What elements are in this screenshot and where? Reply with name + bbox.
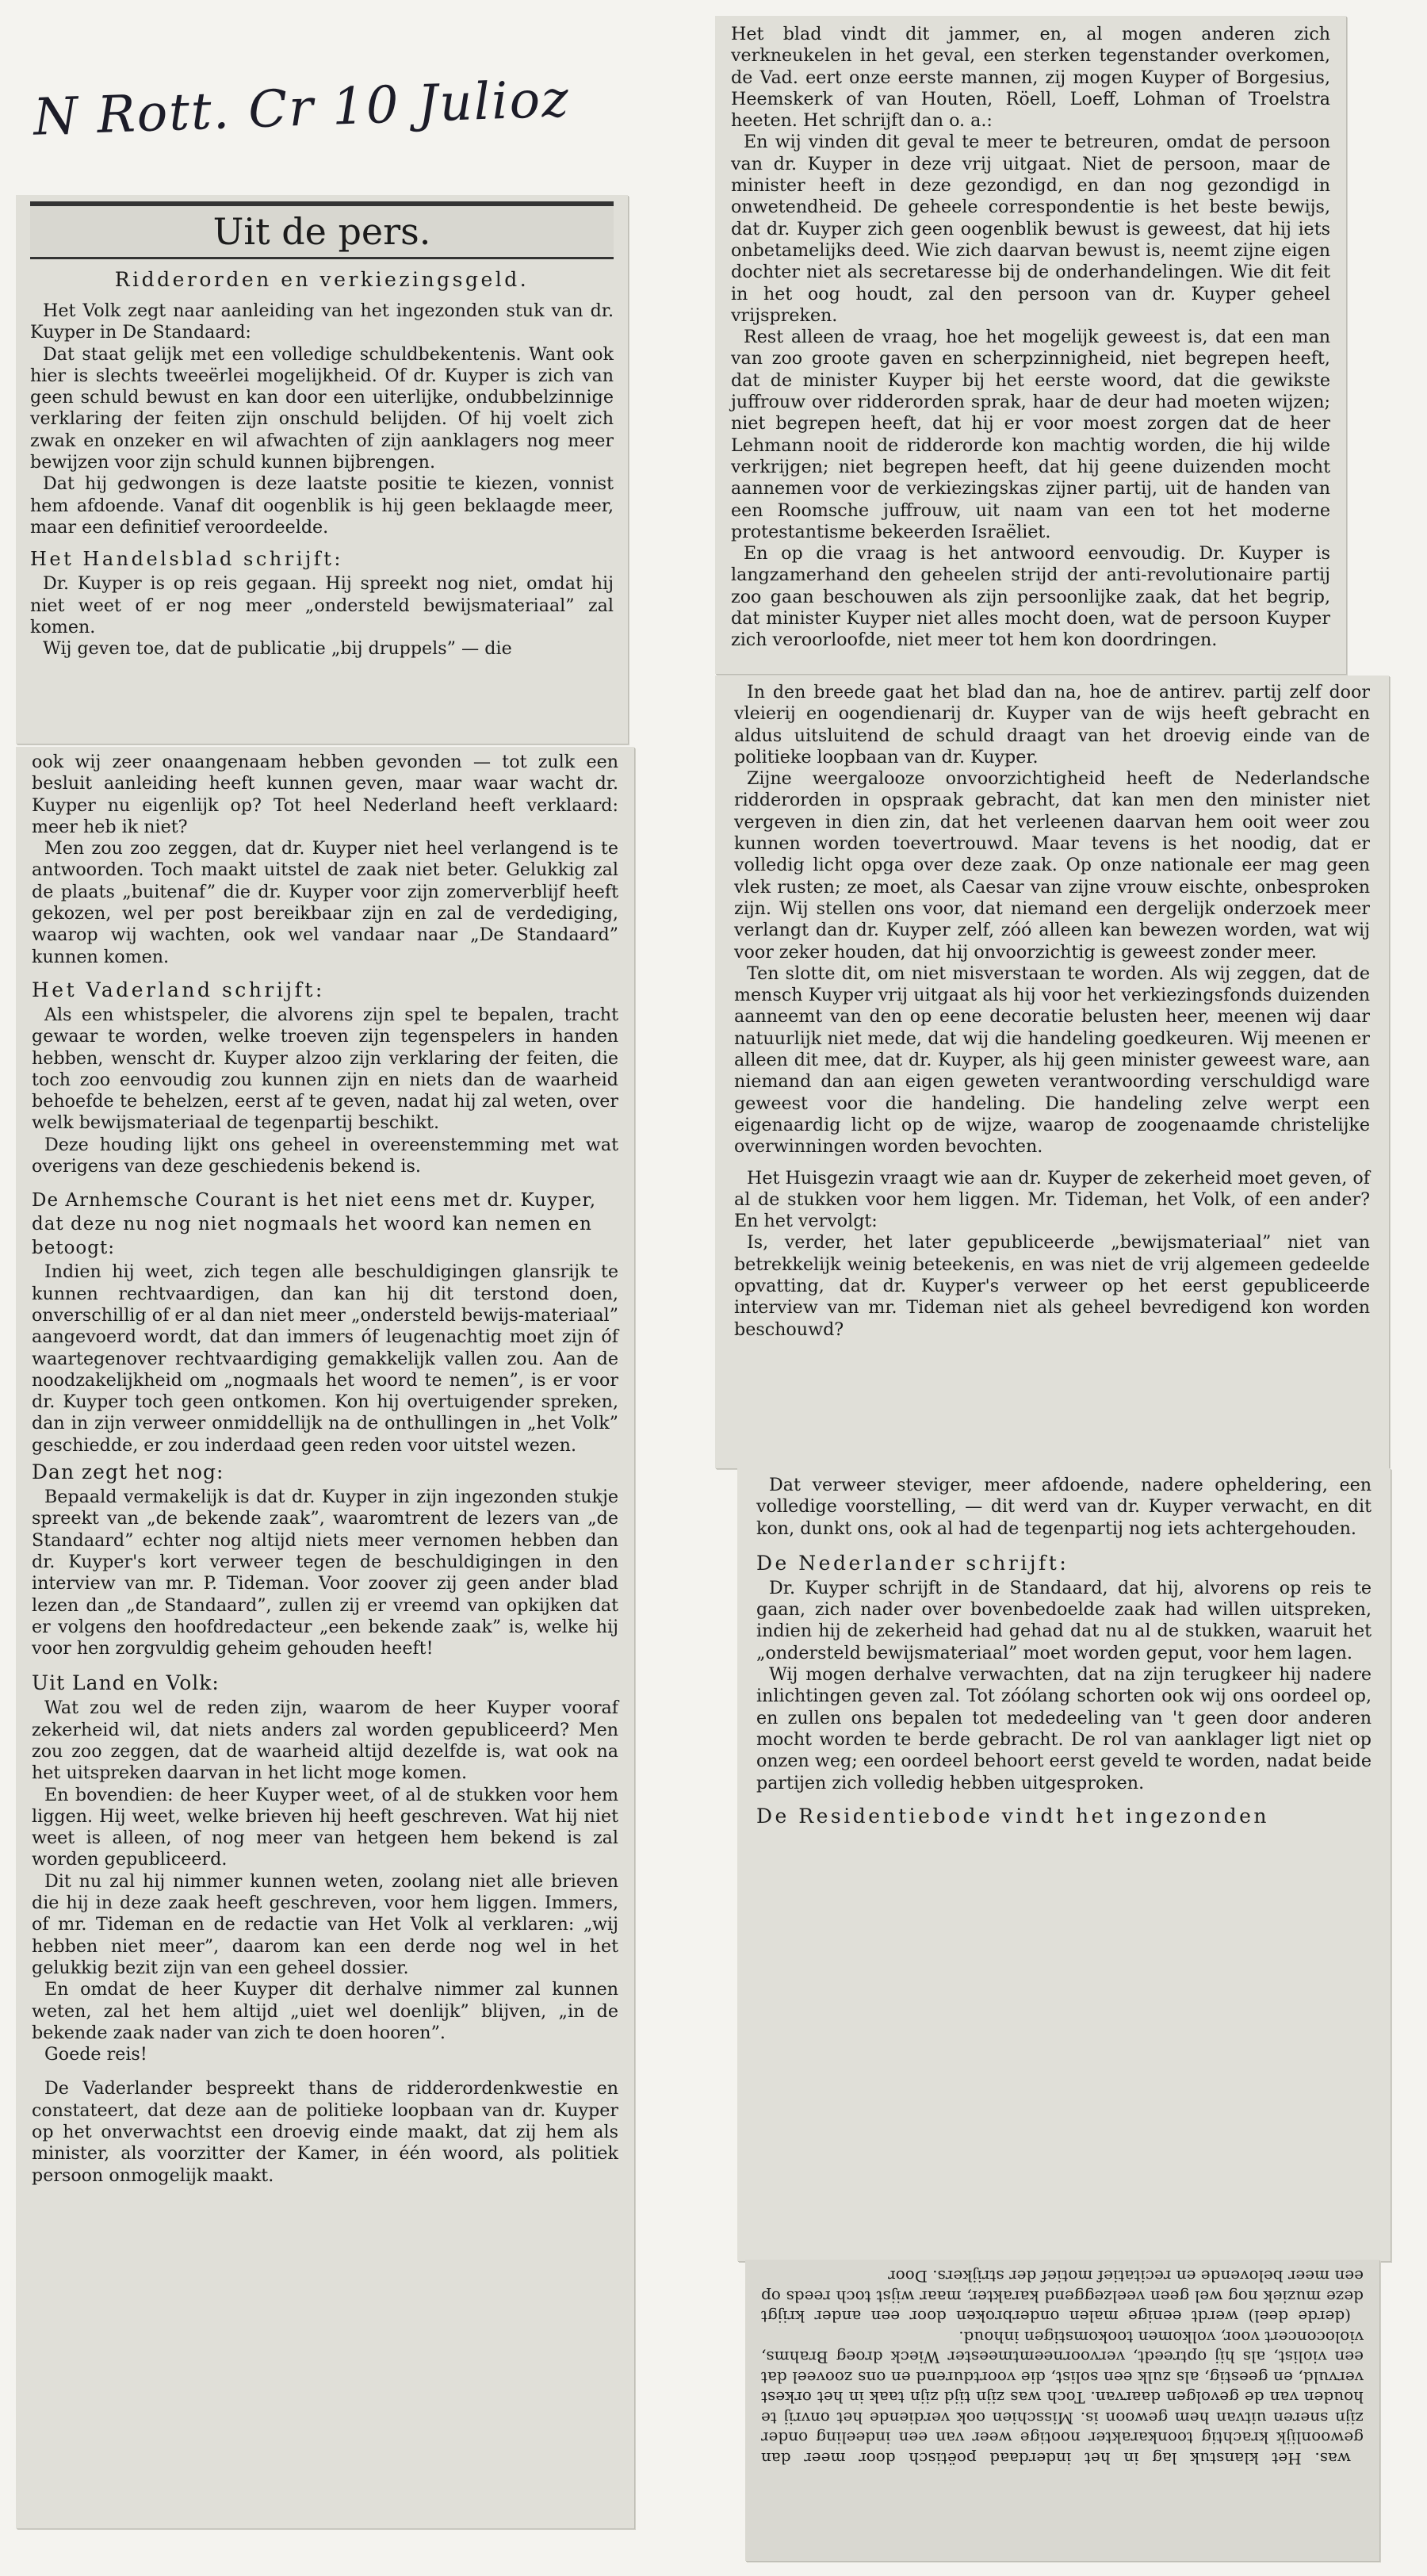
clipping-column-1 — [16, 195, 628, 744]
paragraph: Wij geven toe, dat de publicatie „bij druppels” — die — [43, 638, 512, 660]
paragraph: (derde deel) werdt eenige malen onderbroken door een ander krijgt deze muziek nog wel geen veelzeggend karakter, maar wijst toch reeds op een meer belovende en recitatief motief der strijkers. Door — [761, 2267, 1364, 2327]
clipping-column-3 — [715, 16, 1346, 674]
clipping-column-5 — [737, 1468, 1391, 2261]
paragraph: Ten slotte dit, om niet misverstaan te worden. Als wij zeggen, dat de mensch Kuyper vrij uitgaat als hij voor het verkiezingsfonds duizenden aanneemt van den op eene decoratie belusten heer, meenen wij daar natuurlijk niet mede, dat wij die handeling goedkeuren. Wij meenen er alleen dit mee, dat dr. Kuyper, als hij geen minister geweest ware, aan niemand dan aan eigen geweten verantwoording verschuldigd ware geweest voor die handeling. Die handeling zelve werpt een eigenaardig licht op de wijze, waarop de zoogenaamde christelijke overwinningen worden bevochten. — [734, 963, 1370, 1158]
paragraph: Wij mogen derhalve verwachten, dat na zijn terugkeer hij nadere inlichtingen geven zal. Tot zóólang schorten ook wij ons oordeel op, en zullen ons bepalen tot mededeeling van 't geen door anderen mocht worden te berde gebracht. De rol van aanklager ligt niet op onzen weg; een oordeel behoort eerst geveld te worden, nadat beide partijen zich volledig hebben uitgesproken. — [756, 1664, 1372, 1793]
paragraph: En bovendien: de heer Kuyper weet, of al de stukken voor hem liggen. Hij weet, welke brieven hij heeft geschreven. Wat hij niet weet is alleen, of nog meer van hetgeen hem bekend is zal worden gepubliceerd. — [32, 1784, 618, 1870]
paragraph: En omdat de heer Kuyper dit derhalve nimmer zal kunnen weten, zal het hem altijd „uiet wel doenlijk” blijven, „in de bekende zaak nader van zich te doen hooren”. — [32, 1979, 618, 2043]
source-heading: De Nederlander schrijft: — [756, 1551, 1069, 1575]
paragraph: Als een whistspeler, die alvorens zijn spel te bepalen, tracht gewaar te worden, welke troeven zijn tegenspelers in handen hebben, wenscht dr. Kuyper alzoo zijn verklaring der feiten, die toch zoo eenvoudig zou kunnen zijn en niets dan de waarheid behoefde te behelzen, eerst af te geven, nadat hij zal weten, over welk bewijsmateriaal de tegenpartij beschikt. — [32, 1004, 618, 1134]
paragraph: Dit nu zal hij nimmer kunnen weten, zoolang niet alle brieven die hij in deze zaak heeft geschreven, voor hem liggen. Immers, of mr. Tideman en de redactie van Het Volk al verklaren: „wij hebben niet meer”, daarom kan een derde nog wel in het gelukkig bezit zijn van een geheel dossier. — [32, 1870, 618, 1978]
clipping-column-2 — [16, 747, 634, 2528]
section-masthead: Uit de pers. — [30, 201, 614, 259]
paragraph: Dat hij gedwongen is deze laatste positie te kiezen, vonnist hem afdoende. Vanaf dit oogenblik is hij geen beklaagde meer, maar een definitief veroordeelde. — [30, 473, 614, 538]
source-heading: Het Vaderland schrijft: — [32, 978, 325, 1001]
paragraph: En wij vinden dit geval te meer te betreuren, omdat de persoon van dr. Kuyper in deze vrij uitgaat. Niet de persoon, maar de minister heeft in deze gezondigd, en dan nog gezondigd in onwetendheid. De geheele correspondentie is het beste bewijs, dat dr. Kuyper zich geen oogenblik bewust is geweest, dat hij iets onbetamelijks deed. Wie zich daarvan bewust is, neemt zijne eigen dochter niet als secretaresse bij de onderhandelingen. Wie dit feit in het oog houdt, zal den persoon van dr. Kuyper geheel vrijspreken. — [731, 132, 1330, 326]
paragraph: Is, verder, het later gepubliceerde „bewijsmateriaal” niet van betrekkelijk weinig beteekenis, en was niet de vrij algemeen gedeelde opvatting, dat dr. Kuyper's verweer op het eerst gepubliceerde interview van mr. Tideman niet als geheel bevredigend kon worden beschouwd? — [734, 1232, 1370, 1340]
paragraph: Dr. Kuyper is op reis gegaan. Hij spreekt nog niet, omdat hij niet weet of er nog meer „ondersteld bewijsmateriaal” zal komen. — [30, 573, 614, 637]
paragraph: Rest alleen de vraag, hoe het mogelijk geweest is, dat een man van zoo groote gaven en scherpzinnigheid, niet begrepen heeft, dat de minister Kuyper bij het eerste woord, dat die gewikste juffrouw over ridderorden sprak, haar de deur had moeten wijzen; niet begrepen heeft, dat hij er voor moest zorgen dat de heer Lehmann nooit de ridderorde kon machtig worden, die hij wilde verkrijgen; niet begrepen heeft, dat hij geene duizenden mocht aannemen voor de verkiezingskas zijner partij, uit de handen van een Roomsche juffrouw, uit naam van een tot het moderne protestantisme bekeerden Israëliet. — [731, 327, 1330, 542]
paragraph: De Vaderlander bespreekt thans de ridderordenkwestie en constateert, dat deze aan de politieke loopbaan van dr. Kuyper op het onverwachtst een droevig einde maakt, dat zij hem als minister, als voorzitter der Kamer, in één woord, als politiek persoon onmogelijk maakt. — [32, 2078, 618, 2186]
paragraph: In den breede gaat het blad dan na, hoe de antirev. partij zelf door vleierij en oogendienarij dr. Kuyper van de wijs heeft gebracht en aldus uitsluitend de schuld draagt van het droevig einde van de politieke loopbaan van dr. Kuyper. — [734, 682, 1370, 767]
source-heading: Dan zegt het nog: — [32, 1460, 224, 1484]
paragraph: Goede reis! — [44, 2044, 147, 2065]
paragraph: Het Huisgezin vraagt wie aan dr. Kuyper de zekerheid moet geven, of al de stukken voor hem liggen. Mr. Tideman, het Volk, of een ander? En het vervolgt: — [734, 1167, 1370, 1232]
paragraph: Het blad vindt dit jammer, en, al mogen anderen zich verkneukelen in het geval, een sterken tegenstander overkomen, de Vad. eert onze eerste mannen, zij mogen Kuyper of Borgesius, Heemskerk of van Houten, Röell, Loeff, Lohman of Troelstra heeten. Het schrijft dan o. a.: — [731, 24, 1330, 132]
paragraph: Dat staat gelijk met een volledige schuldbekentenis. Want ook hier is slechts tweeërlei mogelijkheid. Of dr. Kuyper is zich van geen schuld bewust en kan door een uiterlijke, ondubbelzinnige verklaring der feiten zijn onschuld belijden. Of hij voelt zich zwak en onzeker en wil afwachten of zijn aanklagers nog meer bewijzen voor zijn schuld kunnen bijbrengen. — [30, 343, 614, 473]
paragraph: was. Het klanstuk lag in het inderdaad poëtisch door meer dan gewoonlijk krachtig toonkarakter nootige weer van een indeeling onder zijn sneren uitvan hem gewoon is. Misschien ook verdiende het onvrij te houden van de gevolgen daarvan. Toch was zijn tijd zijn taak in het orkest vervuld, en geestig, als zulk een solist, die voortdurend en ons zooveel dat een violist, als hij optreedt, vervoorneemtmeester Wieck droeg Brahms, violoconcert voor, volkomen tookomstigen inhoud. — [761, 2328, 1364, 2468]
paragraph: Bepaald vermakelijk is dat dr. Kuyper in zijn ingezonden stukje spreekt van „de bekende zaak”, waaromtrent de lezers van „de Standaard” echter nog altijd niets meer vernomen hebben dan dr. Kuyper's kort verweer tegen de beschuldigingen in den interview van mr. P. Tideman. Voor zoover zij geen ander blad lezen dan „de Standaard”, zullen zij er vreemd van opkijken dat er volgens den hoofdredacteur „een bekende zaak” is, welke hij voor hen zorgvuldig geheim gehouden heeft! — [32, 1487, 618, 1659]
handwritten-source-annotation: N Rott. Cr 10 Julioz — [32, 70, 572, 147]
paragraph: Dr. Kuyper schrijft in de Standaard, dat hij, alvorens op reis te gaan, zich nader over bovenbedoelde zaak had willen uitspreken, indien hij de zekerheid had gehad dat nu al de stukken, waaruit het „ondersteld bewijsmateriaal” moet worden geput, voor hem lagen. — [756, 1577, 1372, 1663]
inverted-text-block — [761, 2266, 1364, 2468]
paragraph: Indien hij weet, zich tegen alle beschuldigingen glansrijk te kunnen rechtvaardigen, dan kan hij dit terstond doen, onverschillig of er al dan niet meer „ondersteld bewijs-materiaal” aangevoerd wordt, dat dan immers óf leugenachtig moet zijn óf waartegenover rechtvaardiging gemakkelijk vallen zou. Aan de noodzakelijkheid om „nogmaals het woord te nemen”, is er voor dr. Kuyper toch geen ontkomen. Kon hij overtuigender spreken, dan in zijn verweer onmiddellijk na de onthullingen in „het Volk” geschiedde, er zou inderdaad geen reden voor uitstel wezen. — [32, 1261, 618, 1456]
paragraph: ook wij zeer onaangenaam hebben gevonden — tot zulk een besluit aanleiding heeft kunnen geven, maar waar wacht dr. Kuyper nu eigenlijk op? Tot heel Nederland heeft verklaard: meer heb ik niet? — [32, 752, 618, 837]
paragraph: Deze houding lijkt ons geheel in overeenstemming met wat overigens van deze geschiedenis bekend is. — [32, 1134, 618, 1177]
clipping-inverted-fragment — [745, 2260, 1379, 2561]
paragraph: Wat zou wel de reden zijn, waarom de heer Kuyper vooraf zekerheid wil, dat niets anders zal worden gepubliceerd? Men zou zoo zeggen, dat de waarheid altijd dezelfde is, wat ook na het uitspreken daarvan in het licht moge komen. — [32, 1698, 618, 1784]
paragraph: Het Volk zegt naar aanleiding van het ingezonden stuk van dr. Kuyper in De Standaard: — [30, 300, 614, 343]
source-heading: De Residentiebode vindt het ingezonden — [756, 1804, 1269, 1828]
clipping-column-4 — [715, 676, 1389, 1468]
source-heading: De Arnhemsche Courant is het niet eens met dr. Kuyper, dat deze nu nog niet nogmaals het woord kan nemen en betoogt: — [32, 1190, 597, 1259]
paragraph: Men zou zoo zeggen, dat dr. Kuyper niet heel verlangend is te antwoorden. Toch maakt uitstel de zaak niet beter. Gelukkig zal de plaats „buitenaf” die dr. Kuyper voor zijn zomerverblijf heeft gekozen, wel per post bereikbaar zijn en zal de verdediging, waarop wij wachten, ook wel vandaar naar „De Standaard” kunnen komen. — [32, 838, 618, 967]
paragraph: Dat verweer steviger, meer afdoende, nadere opheldering, een volledige voorstelling, — dit werd van dr. Kuyper verwacht, en dit kon, dunkt ons, ook al had de tegenpartij nog iets achtergehouden. — [756, 1475, 1372, 1539]
source-heading: Het Handelsblad schrijft: — [30, 548, 343, 571]
source-heading: Uit Land en Volk: — [32, 1671, 220, 1695]
paragraph: En op die vraag is het antwoord eenvoudig. Dr. Kuyper is langzamerhand den geheelen strijd der anti-revolutionaire partij zoo gaan beschouwen als zijn persoonlijke zaak, dat het begrip, dat minister Kuyper niet alles mocht doen, wat de persoon Kuyper zich veroorloofde, niet meer tot hem kon doordringen. — [731, 543, 1330, 651]
article-subheading: Ridderorden en verkiezingsgeld. — [114, 268, 530, 291]
paragraph: Zijne weergalooze onvoorzichtigheid heeft de Nederlandsche ridderorden in opspraak gebracht, dat kan men den minister niet vergeven in dien zin, dat het verleenen daarvan hem ooit weer zou kunnen worden toevertrouwd. Maar tevens is het noodig, dat er volledig licht opga over deze zaak. Op onze nationale eer mag geen vlek rusten; ze moet, als Caesar van zijne vrouw eischte, onbesproken zijn. Wij stellen ons voor, dat niemand een dergelijk onderzoek meer verlangt dan dr. Kuyper zelf, zóó alleen kan bewezen worden, wat wij voor zeker houden, dat hij onvoorzichtig is geweest zonder meer. — [734, 768, 1370, 963]
